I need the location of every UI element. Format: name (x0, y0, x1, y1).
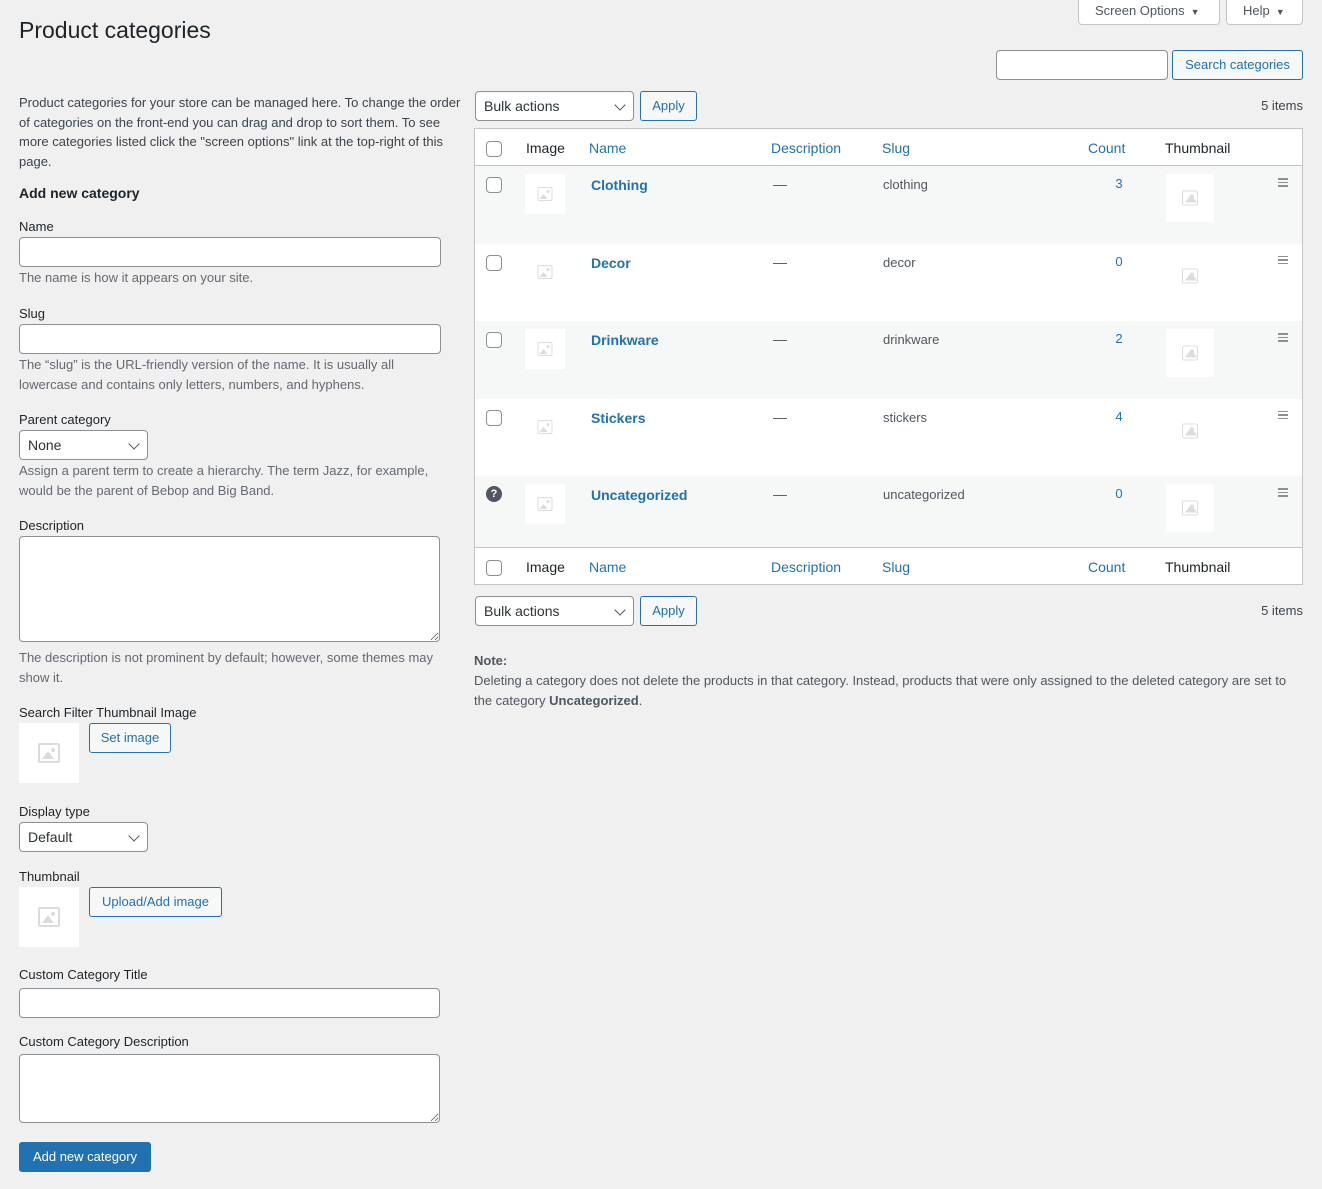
table-row[interactable] (475, 166, 1302, 244)
display-type-select[interactable] (19, 822, 148, 852)
note-end: . (638, 692, 643, 708)
select-all-checkbox[interactable] (486, 141, 502, 157)
name-help: The name is how it appears on your site. (19, 270, 254, 285)
custom-title-input[interactable] (19, 988, 440, 1018)
chevron-down-icon (128, 438, 139, 449)
category-image (525, 174, 565, 214)
categories-table (474, 128, 1303, 585)
row-checkbox[interactable] (486, 410, 502, 426)
select-all-checkbox-bottom[interactable] (486, 560, 502, 576)
note-bold: Uncategorized (549, 692, 639, 708)
image-placeholder-icon (38, 907, 60, 927)
category-image (525, 329, 565, 369)
name-input[interactable] (19, 237, 441, 267)
note-text (474, 671, 1304, 710)
column-slug[interactable]: Slug (882, 140, 911, 156)
image-placeholder-icon (538, 342, 553, 356)
custom-description-textarea[interactable] (19, 1054, 440, 1123)
image-placeholder-icon (538, 265, 553, 279)
column-image: Image (526, 140, 565, 156)
help-button[interactable] (1226, 0, 1303, 25)
note-body: Deleting a category does not delete the products in that category. Instead, products that were only assigned to the deleted category are set to the category (474, 673, 1287, 708)
row-checkbox[interactable] (486, 332, 502, 348)
filter-thumbnail-preview (19, 723, 79, 783)
column-slug[interactable]: Slug (882, 559, 911, 575)
chevron-down-icon (128, 830, 139, 841)
apply-button-top[interactable]: Apply (640, 91, 697, 121)
parent-category-help: Assign a parent term to create a hierarchy. The term Jazz, for example, would be the parent of Bebop and Big Band. (19, 463, 429, 498)
column-name[interactable]: Name (589, 559, 627, 575)
category-thumbnail (1166, 174, 1214, 222)
search-categories-button[interactable]: Search categories (1172, 50, 1303, 80)
image-placeholder-icon (1182, 346, 1198, 361)
description-help: The description is not prominent by default; however, some themes may show it. (19, 650, 434, 685)
column-image: Image (526, 559, 565, 575)
category-name-link[interactable]: Decor (591, 254, 631, 271)
image-placeholder-icon (1182, 423, 1198, 438)
column-thumbnail: Thumbnail (1165, 559, 1231, 575)
category-name-link[interactable]: Stickers (591, 409, 646, 426)
drag-handle-icon[interactable] (1278, 178, 1288, 189)
category-description: — (773, 331, 787, 347)
parent-category-label: Parent category (19, 412, 111, 427)
column-count[interactable]: Count (1088, 140, 1126, 156)
display-type-label: Display type (19, 804, 90, 819)
category-slug: decor (883, 254, 916, 270)
image-placeholder-icon (538, 187, 553, 201)
parent-category-value: None (28, 437, 62, 453)
chevron-down-icon (614, 99, 625, 110)
column-description[interactable]: Description (771, 559, 842, 575)
caret-down-icon: ▼ (1190, 7, 1200, 17)
set-image-button[interactable]: Set image (89, 723, 171, 753)
category-count-link[interactable]: 0 (1115, 486, 1123, 501)
category-image (525, 484, 565, 524)
category-thumbnail (1166, 252, 1214, 300)
column-name[interactable]: Name (589, 140, 627, 156)
description-textarea[interactable] (19, 536, 440, 642)
drag-handle-icon[interactable] (1278, 411, 1288, 422)
category-count-link[interactable]: 3 (1115, 176, 1123, 191)
image-placeholder-icon (38, 743, 60, 763)
table-row[interactable] (475, 399, 1302, 477)
help-icon[interactable]: ? (486, 486, 502, 502)
category-name-link[interactable]: Uncategorized (591, 487, 688, 503)
thumbnail-preview (19, 887, 79, 947)
category-description: — (773, 253, 787, 270)
category-description: — (773, 408, 787, 425)
row-checkbox[interactable] (486, 255, 502, 271)
slug-label: Slug (19, 306, 46, 321)
slug-input[interactable] (19, 324, 441, 354)
custom-title-label: Custom Category Title (19, 967, 148, 982)
category-image (525, 407, 565, 447)
image-placeholder-icon (1182, 501, 1198, 516)
custom-description-label: Custom Category Description (19, 1034, 189, 1049)
table-row[interactable] (475, 321, 1302, 399)
category-count-link[interactable]: 4 (1115, 408, 1123, 424)
drag-handle-icon[interactable] (1278, 333, 1288, 344)
category-description: — (773, 486, 787, 502)
parent-category-select[interactable] (19, 430, 148, 460)
column-description[interactable]: Description (771, 140, 842, 156)
chevron-down-icon (614, 604, 625, 615)
bulk-actions-value: Bulk actions (484, 98, 560, 114)
page-title: Product categories (19, 17, 211, 43)
category-slug: clothing (883, 177, 928, 192)
intro-text: Product categories for your store can be managed here. To change the order of categories on the front-end you can drag and drop to sort them. To see more categories listed click the "screen options" link at the top-right of this page. (19, 95, 461, 169)
table-footer (475, 547, 1302, 584)
image-placeholder-icon (1182, 191, 1198, 206)
form-heading: Add new category (19, 185, 140, 201)
category-thumbnail (1166, 329, 1214, 377)
drag-handle-icon[interactable] (1278, 488, 1288, 499)
screen-options-button[interactable] (1078, 0, 1220, 25)
caret-down-icon: ▼ (1275, 7, 1285, 17)
category-slug: drinkware (883, 332, 940, 347)
display-type-value: Default (28, 829, 73, 845)
category-image (525, 252, 565, 292)
screen-options-label: Screen Options (1095, 3, 1185, 18)
category-description: — (773, 176, 787, 192)
category-slug: uncategorized (883, 487, 965, 502)
table-header (475, 129, 1302, 166)
help-label: Help (1243, 3, 1270, 18)
thumbnail-label: Thumbnail (19, 869, 80, 884)
drag-handle-icon[interactable] (1278, 256, 1288, 267)
category-name-link[interactable]: Drinkware (591, 332, 659, 348)
category-count-link[interactable]: 2 (1115, 331, 1123, 346)
table-row[interactable] (475, 244, 1302, 322)
image-placeholder-icon (538, 497, 553, 511)
name-label: Name (19, 219, 54, 234)
table-row[interactable] (475, 476, 1302, 547)
category-thumbnail (1166, 484, 1214, 532)
column-thumbnail: Thumbnail (1165, 140, 1231, 156)
category-slug: stickers (883, 409, 928, 425)
note-label: Note: (474, 653, 508, 668)
add-new-category-button[interactable]: Add new category (19, 1142, 151, 1172)
category-name-link[interactable]: Clothing (591, 177, 648, 193)
image-placeholder-icon (1182, 268, 1198, 283)
items-count-bottom: 5 items (1261, 603, 1303, 618)
bulk-actions-select-bottom[interactable] (475, 596, 634, 626)
slug-help: The “slug” is the URL-friendly version of the name. It is usually all lowercase and contains only letters, numbers, and hyphens. (19, 357, 394, 392)
upload-add-image-button[interactable]: Upload/Add image (89, 887, 222, 917)
column-count[interactable]: Count (1088, 559, 1126, 575)
category-count-link[interactable]: 0 (1115, 253, 1123, 269)
image-placeholder-icon (538, 420, 553, 434)
items-count-top: 5 items (1261, 98, 1303, 113)
description-label: Description (19, 518, 85, 533)
category-thumbnail (1166, 407, 1214, 455)
row-checkbox[interactable] (486, 177, 502, 193)
bulk-actions-select-top[interactable] (475, 91, 634, 121)
bulk-actions-value: Bulk actions (484, 603, 560, 619)
filter-thumbnail-label: Search Filter Thumbnail Image (19, 705, 197, 720)
search-input[interactable] (996, 50, 1168, 80)
apply-button-bottom[interactable]: Apply (640, 596, 697, 626)
